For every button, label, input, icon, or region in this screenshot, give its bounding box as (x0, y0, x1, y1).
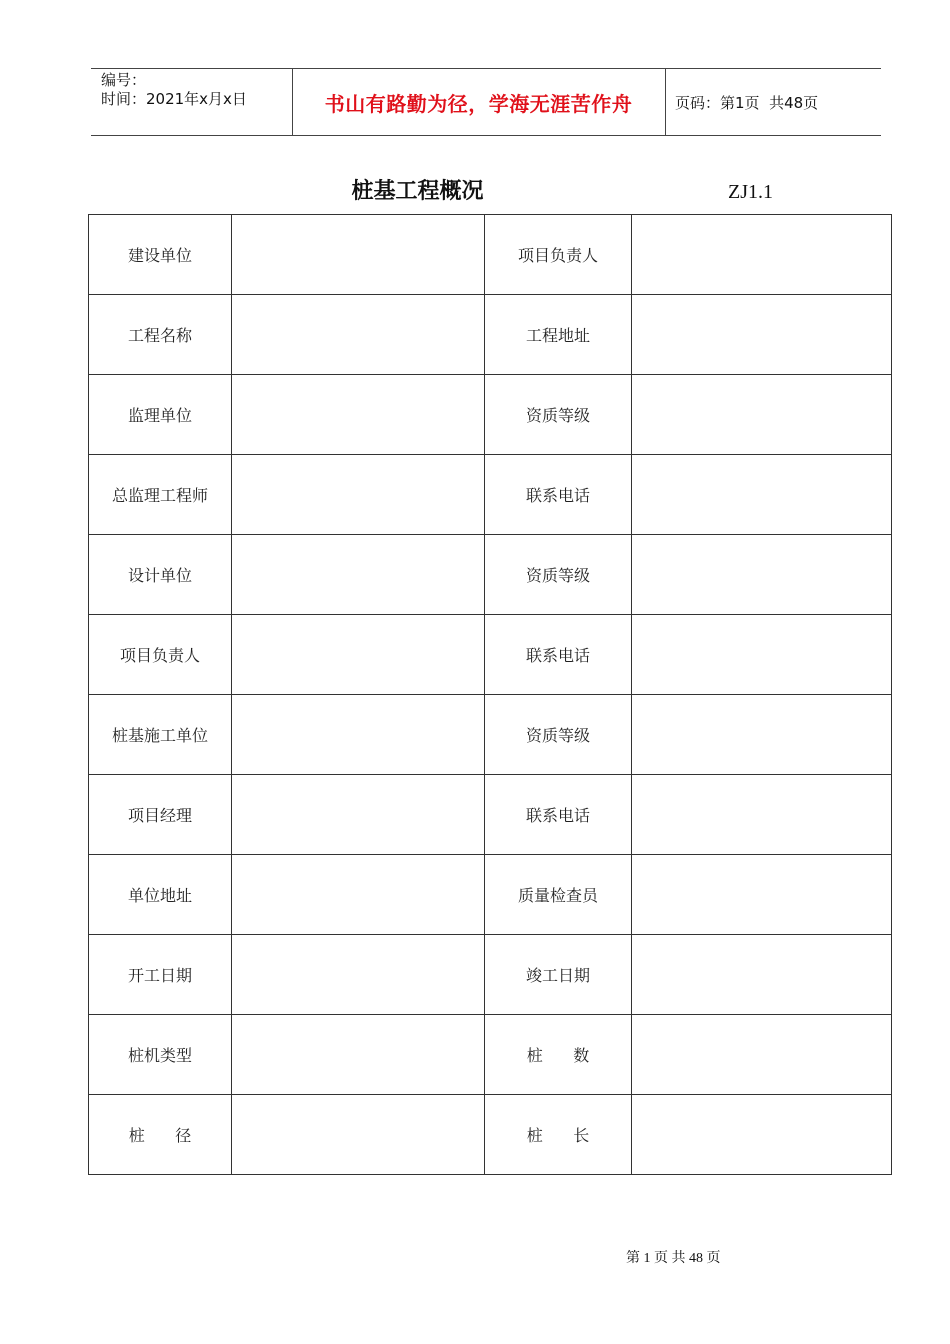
field-value[interactable] (232, 695, 485, 775)
field-label: 项目经理 (89, 775, 232, 855)
field-value[interactable] (632, 375, 892, 455)
field-value[interactable] (632, 775, 892, 855)
field-label: 总监理工程师 (89, 455, 232, 535)
field-label: 资质等级 (485, 375, 632, 455)
table-row (89, 455, 892, 535)
field-value[interactable] (232, 455, 485, 535)
header-divider (665, 69, 666, 135)
field-label: 项目负责人 (89, 615, 232, 695)
field-value[interactable] (632, 1095, 892, 1175)
number-label: 编号： (101, 71, 147, 89)
field-label: 联系电话 (485, 775, 632, 855)
field-label: 建设单位 (89, 215, 232, 295)
motto-text: 书山有路勤为径，学海无涯苦作舟 (324, 91, 633, 116)
field-value[interactable] (632, 615, 892, 695)
header-meta (101, 71, 247, 109)
table-row (89, 375, 892, 455)
field-label: 竣工日期 (485, 935, 632, 1015)
field-label: 资质等级 (485, 695, 632, 775)
table-row (89, 535, 892, 615)
field-label: 桩 数 (485, 1015, 632, 1095)
field-label: 桩基施工单位 (89, 695, 232, 775)
document-title: 桩基工程概况 (351, 179, 484, 204)
field-label: 桩机类型 (89, 1015, 232, 1095)
field-label: 资质等级 (485, 535, 632, 615)
field-value[interactable] (232, 775, 485, 855)
field-label: 开工日期 (89, 935, 232, 1015)
field-value[interactable] (232, 935, 485, 1015)
field-label: 工程名称 (89, 295, 232, 375)
page-header (91, 68, 881, 136)
field-value[interactable] (632, 1015, 892, 1095)
table-row (89, 855, 892, 935)
field-value[interactable] (632, 455, 892, 535)
table-row (89, 615, 892, 695)
field-value[interactable] (232, 215, 485, 295)
table-row (89, 295, 892, 375)
pile-foundation-table (88, 214, 892, 1175)
field-value[interactable] (632, 935, 892, 1015)
field-value[interactable] (232, 855, 485, 935)
page-footer: 第 1 页 共 48 页 (626, 1251, 721, 1266)
table-row (89, 1015, 892, 1095)
table-row (89, 215, 892, 295)
field-label: 监理单位 (89, 375, 232, 455)
field-label: 单位地址 (89, 855, 232, 935)
field-value[interactable] (632, 535, 892, 615)
field-value[interactable] (232, 1095, 485, 1175)
field-value[interactable] (632, 295, 892, 375)
field-label: 质量检查员 (485, 855, 632, 935)
field-value[interactable] (632, 215, 892, 295)
form-code: ZJ1.1 (728, 181, 773, 203)
field-value[interactable] (232, 615, 485, 695)
field-value[interactable] (232, 375, 485, 455)
field-label: 联系电话 (485, 455, 632, 535)
page-info: 页码：第1页 共48页 (675, 93, 819, 112)
field-value[interactable] (232, 535, 485, 615)
time-label: 时间：2021年x月x日 (101, 90, 247, 108)
table-row (89, 1095, 892, 1175)
field-label: 桩 径 (89, 1095, 232, 1175)
field-label: 桩 长 (485, 1095, 632, 1175)
field-label: 联系电话 (485, 615, 632, 695)
table-row (89, 695, 892, 775)
field-label: 设计单位 (89, 535, 232, 615)
table-row (89, 775, 892, 855)
field-value[interactable] (232, 295, 485, 375)
field-value[interactable] (232, 1015, 485, 1095)
field-value[interactable] (632, 695, 892, 775)
table-row (89, 935, 892, 1015)
field-value[interactable] (632, 855, 892, 935)
field-label: 工程地址 (485, 295, 632, 375)
field-label: 项目负责人 (485, 215, 632, 295)
